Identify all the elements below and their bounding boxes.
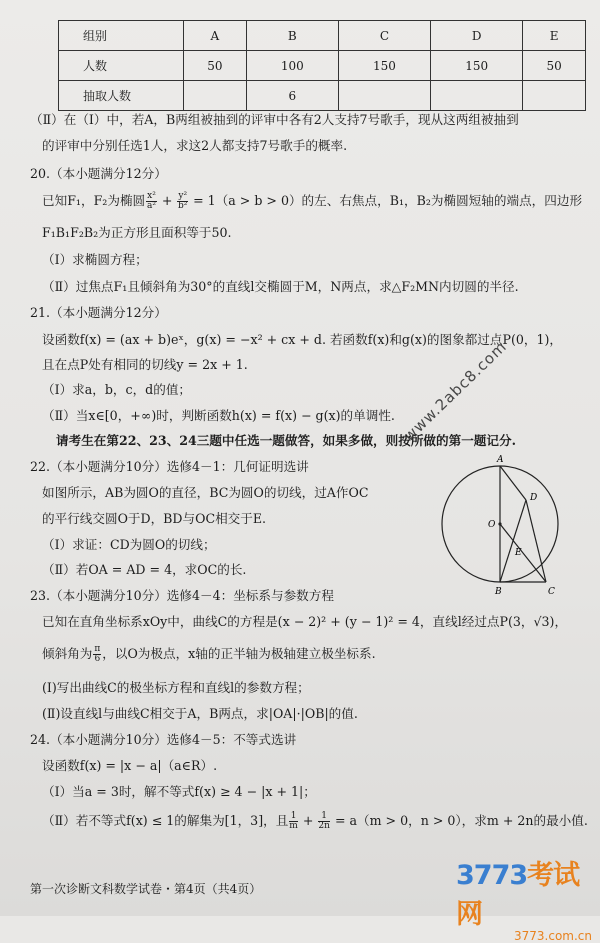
- elective-notice: 请考生在第22、23、24三题中任选一题做答，如果多做，则按所做的第一题记分.: [56, 433, 516, 448]
- q23-part2: (Ⅱ)设直线l与曲线C相交于A，B两点，求|OA|·|OB|的值.: [42, 706, 358, 721]
- table-cell: C: [338, 21, 430, 51]
- plus-sign: +: [157, 193, 177, 208]
- q20-line2: F₁B₁F₂B₂为正方形且面积等于50.: [42, 225, 232, 240]
- q23-text: 倾斜角为: [42, 646, 93, 661]
- plus-sign: +: [298, 813, 318, 828]
- numerator: x²: [147, 191, 156, 201]
- table-cell: 150: [338, 51, 430, 81]
- table-cell: 人数: [59, 51, 184, 81]
- table-cell: 150: [431, 51, 523, 81]
- table-cell: 50: [184, 51, 247, 81]
- chord-ad: [500, 466, 526, 500]
- logo-cn: 考试网: [456, 860, 580, 930]
- table-cell: 6: [246, 81, 338, 111]
- label-o: O: [488, 520, 496, 530]
- q23-line2: [42, 645, 376, 664]
- q24-text: = a（m > 0，n > 0），求m + 2n的最小值.: [330, 813, 588, 828]
- table-cell: 组别: [59, 21, 184, 51]
- site-logo: [456, 853, 596, 943]
- logo-number: 3773: [456, 860, 528, 891]
- q22-part2: （Ⅱ）若OA = AD = 4，求OC的长.: [42, 562, 247, 577]
- table-cell: 抽取人数: [59, 81, 184, 111]
- logo-url: 3773.com.cn: [514, 929, 592, 943]
- table-cell: [338, 81, 430, 111]
- center-point: [498, 522, 501, 525]
- numerator: 1: [290, 811, 297, 821]
- q20-text: = 1（a > b > 0）的左、右焦点，B₁，B₂为椭圆短轴的端点，四边形: [189, 193, 583, 208]
- q21-part1: （Ⅰ）求a，b，c，d的值；: [42, 382, 192, 397]
- q20-line1: [42, 192, 582, 211]
- label-a: A: [497, 455, 504, 465]
- denominator: m: [289, 821, 298, 831]
- q20-text: 已知F₁，F₂为椭圆: [42, 193, 146, 208]
- logo-brand: [456, 853, 596, 931]
- q20-part2: （Ⅱ）过焦点F₁且倾斜角为30°的直线l交椭圆于M，N两点，求△F₂MN内切圆的半径.: [42, 279, 519, 294]
- fraction: [177, 192, 188, 211]
- q24-text: （Ⅱ）若不等式f(x) ≤ 1的解集为[1，3]，且: [42, 813, 289, 828]
- q22-line2: 的平行线交圆O于D，BD与OC相交于E.: [42, 511, 267, 526]
- sample-table: [58, 20, 586, 111]
- table-cell: [431, 81, 523, 111]
- label-e: E: [515, 548, 522, 558]
- fraction: [146, 192, 157, 211]
- q22-part1: （Ⅰ）求证：CD为圆O的切线；: [42, 537, 216, 552]
- q22-line1: 如图所示，AB为圆O的直径，BC为圆O的切线，过A作OC: [42, 485, 369, 500]
- fraction: [318, 812, 330, 831]
- table-cell: [184, 81, 247, 111]
- denominator: 6: [94, 654, 101, 664]
- q24-heading: 24.（本小题满分10分）选修4－5：不等式选讲: [30, 732, 297, 747]
- q21-heading: 21.（本小题满分12分）: [30, 305, 167, 320]
- q21-line1: 设函数f(x) = (ax + b)eˣ，g(x) = −x² + cx + d. 若函数f(x)和g(x)的图象都过点P(0，1)，: [42, 332, 562, 347]
- q24-line1: 设函数f(x) = |x − a|（a∈R）.: [42, 758, 218, 773]
- watermark-text: www.2abc8.com: [400, 337, 511, 445]
- label-c: C: [548, 587, 555, 597]
- q23-part1: (Ⅰ)写出曲线C的极坐标方程和直线l的参数方程；: [42, 680, 310, 695]
- q24-part1: （Ⅰ）当a = 3时，解不等式f(x) ≥ 4 − |x + 1|；: [42, 784, 316, 799]
- q24-part2: [42, 812, 588, 831]
- label-b: B: [495, 587, 502, 597]
- table-header-row: [59, 21, 586, 51]
- table-row: [59, 51, 586, 81]
- table-cell: E: [523, 21, 586, 51]
- denominator: b²: [178, 201, 188, 211]
- fraction: [93, 645, 101, 664]
- numerator: 1: [318, 812, 330, 822]
- q22-heading: 22.（本小题满分10分）选修4－1：几何证明选讲: [30, 459, 309, 474]
- q19-part2-line2: 的评审中分别任选1人，求这2人都支持7号歌手的概率.: [42, 138, 348, 153]
- q21-part2: （Ⅱ）当x∈[0，+∞)时，判断函数h(x) = f(x) − g(x)的单调性.: [42, 408, 395, 423]
- q23-text: ，以O为极点，x轴的正半轴为极轴建立极坐标系.: [102, 646, 376, 661]
- page-footer: 第一次诊断文科数学试卷・第4页（共4页）: [30, 882, 262, 896]
- circle-tangent-figure: [440, 448, 560, 608]
- table-cell: 100: [246, 51, 338, 81]
- table-row: [59, 81, 586, 111]
- q21-line2: 且在点P处有相同的切线y = 2x + 1.: [42, 357, 248, 372]
- numerator: y²: [178, 191, 188, 201]
- q23-heading: 23.（本小题满分10分）选修4－4：坐标系与参数方程: [30, 588, 334, 603]
- numerator: π: [94, 644, 101, 654]
- label-d: D: [530, 493, 538, 503]
- table-cell: D: [431, 21, 523, 51]
- table-cell: A: [184, 21, 247, 51]
- table-cell: [523, 81, 586, 111]
- fraction: [289, 812, 298, 831]
- q20-heading: 20.（本小题满分12分）: [30, 166, 167, 181]
- q20-part1: （Ⅰ）求椭圆方程；: [42, 252, 148, 267]
- denominator: a²: [146, 201, 156, 211]
- table-cell: 50: [523, 51, 586, 81]
- table-cell: B: [246, 21, 338, 51]
- denominator: 2n: [318, 821, 330, 831]
- q23-line1: 已知在直角坐标系xOy中，曲线C的方程是(x − 2)² + (y − 1)² = 4，直线l经过点P(3，√3)，: [42, 614, 568, 629]
- q19-part2-line1: （Ⅱ）在（Ⅰ）中，若A，B两组被抽到的评审中各有2人支持7号歌手，现从这两组被抽到: [30, 112, 519, 127]
- segment-bd: [500, 500, 526, 582]
